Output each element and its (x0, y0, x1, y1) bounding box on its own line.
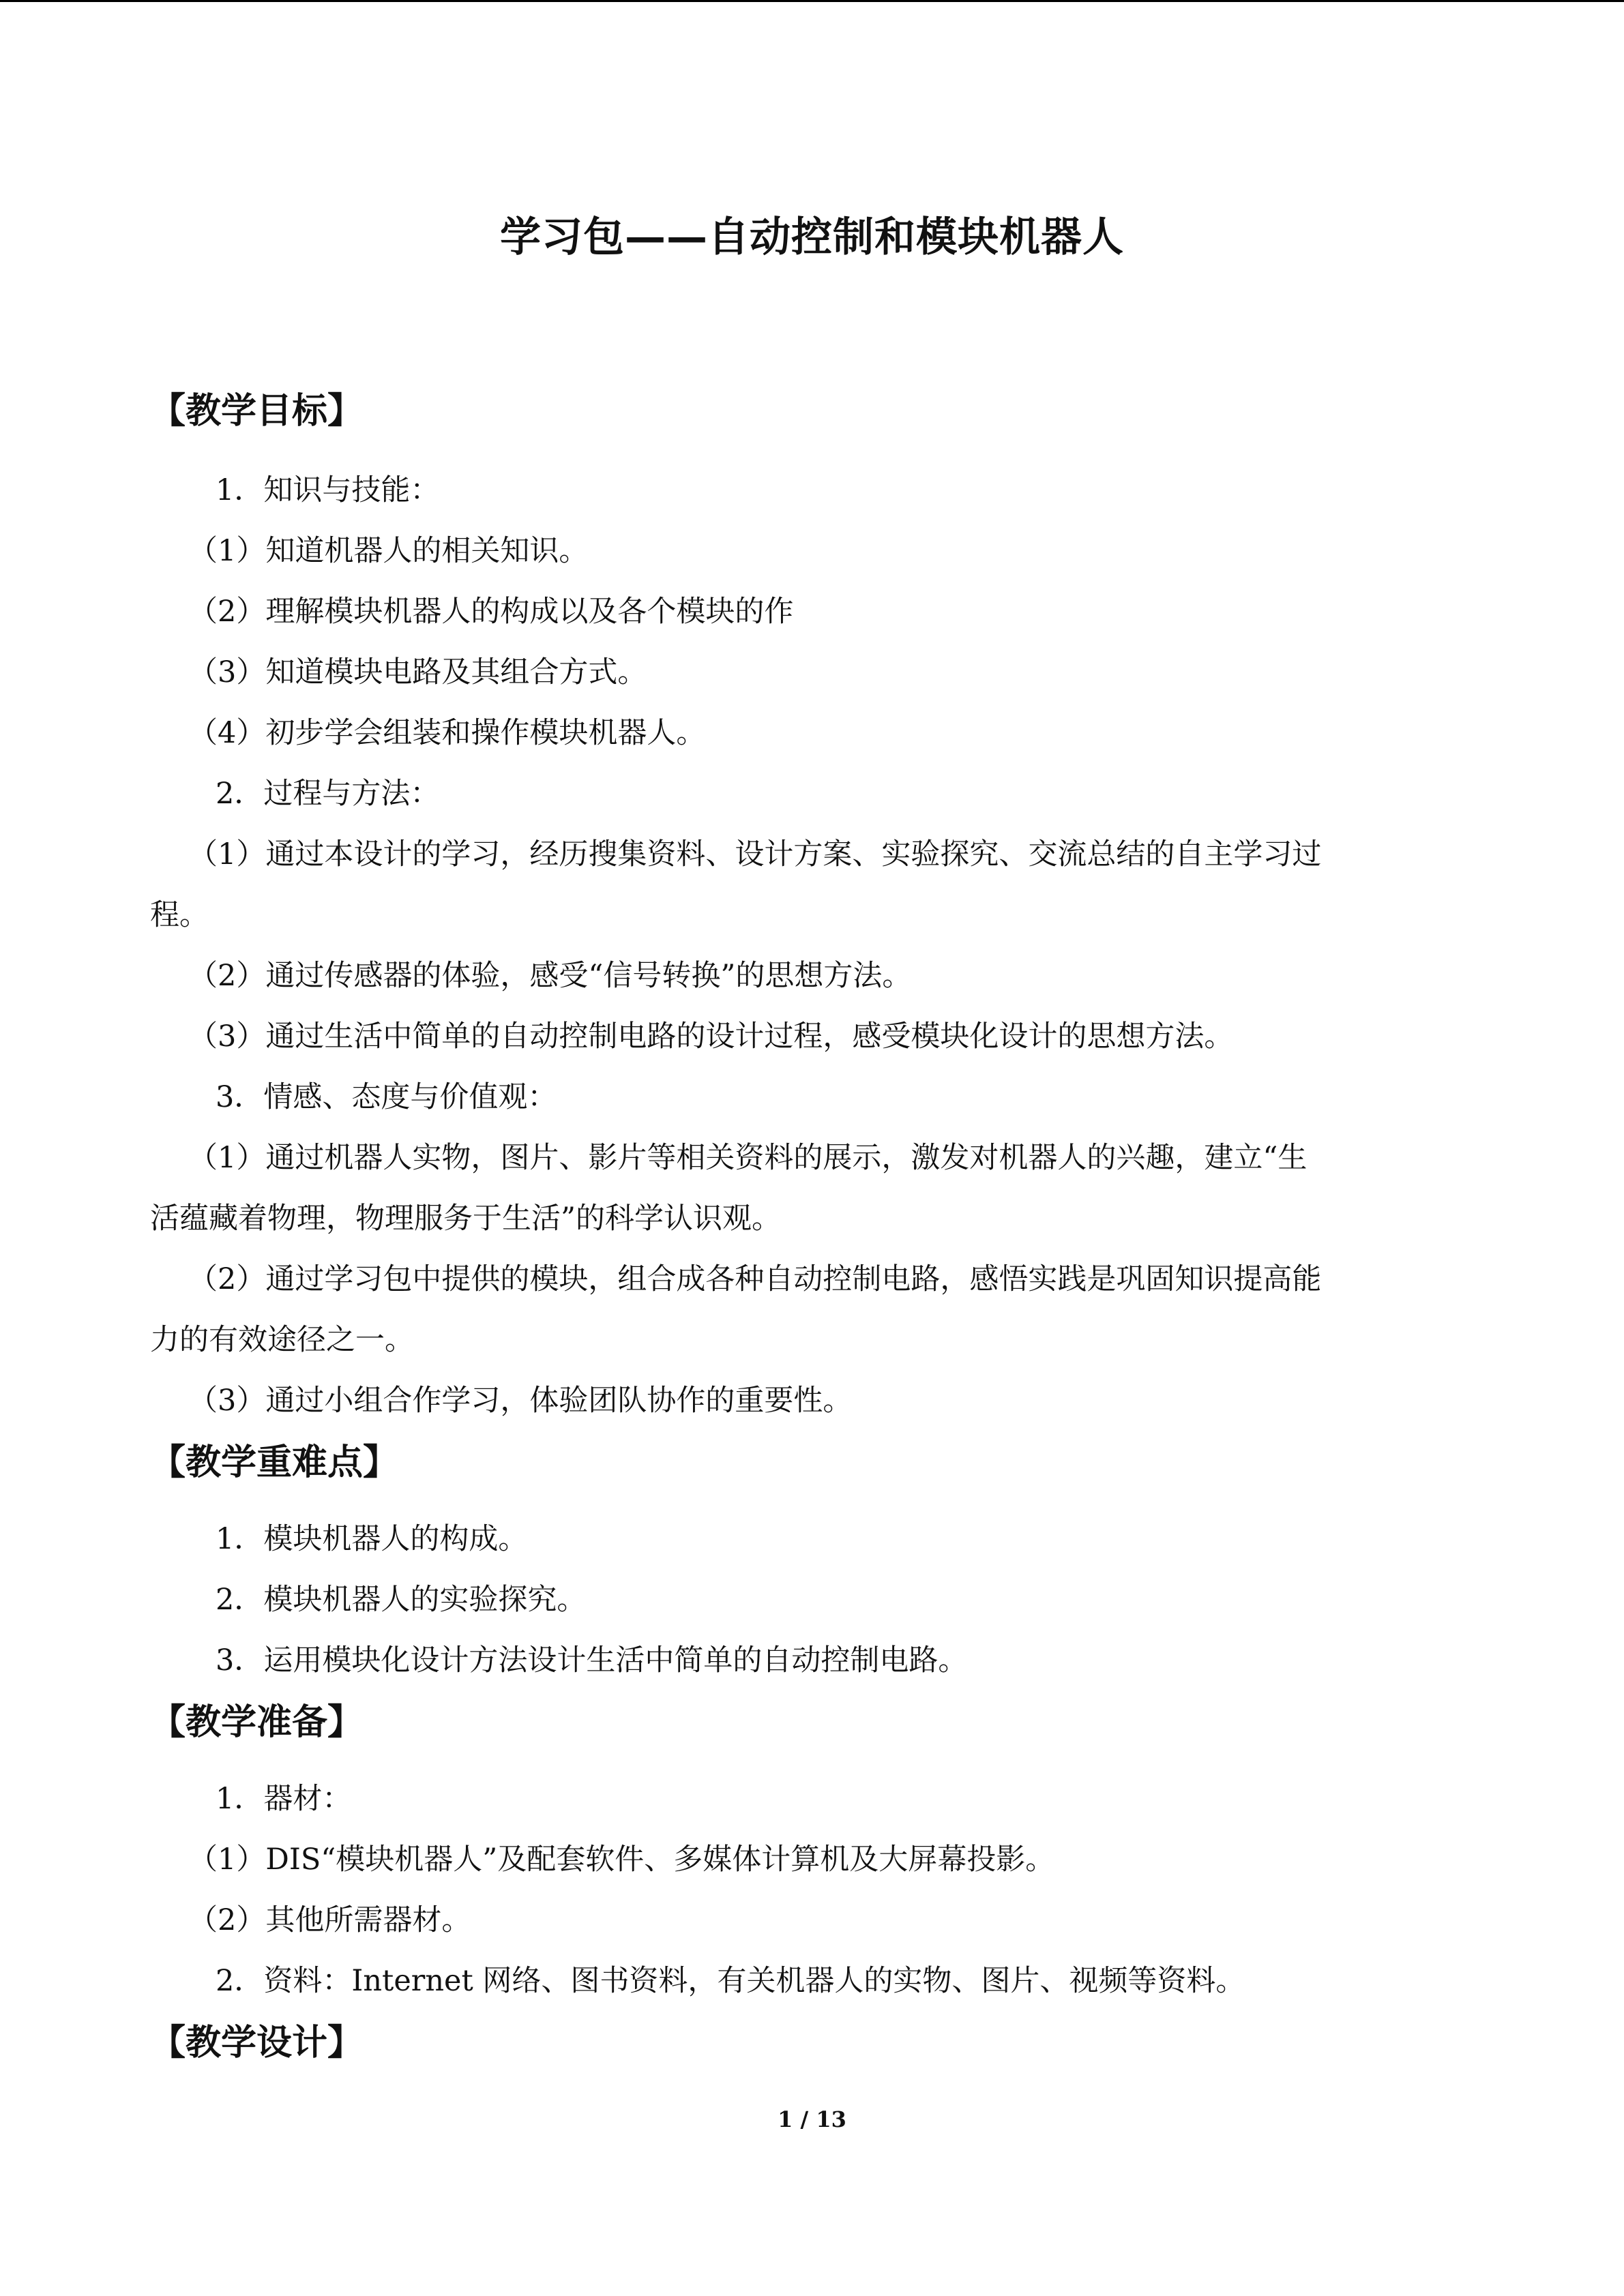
paragraph: （2）其他所需器材。 (188, 1903, 471, 1937)
paragraph: （4）初步学会组装和操作模块机器人。 (188, 716, 706, 750)
section-heading-preparation: 【教学准备】 (150, 1702, 364, 1743)
paragraph: 3．运用模块化设计方法设计生活中简单的自动控制电路。 (216, 1643, 968, 1678)
section-preparation (150, 1695, 1473, 2012)
paragraph: （3）通过小组合作学习，体验团队协作的重要性。 (188, 1384, 853, 1418)
paragraph: （1）DIS“模块机器人”及配套软件、多媒体计算机及大屏幕投影。 (188, 1843, 1055, 1877)
paragraph: （1）通过机器人实物，图片、影片等相关资料的展示，激发对机器人的兴趣，建立“生 (188, 1141, 1308, 1175)
paragraph: （3）知道模块电路及其组合方式。 (188, 655, 647, 689)
paragraph: 2．模块机器人的实验探究。 (216, 1583, 587, 1617)
paragraph: （3）通过生活中简单的自动控制电路的设计过程，感受模块化设计的思想方法。 (188, 1019, 1234, 1054)
section-design (150, 2016, 1473, 2070)
paragraph: （2）理解模块机器人的构成以及各个模块的作 (188, 595, 794, 629)
paragraph: （2）通过学习包中提供的模块，组合成各种自动控制电路，感悟实践是巩固知识提高能 (188, 1262, 1322, 1296)
section-key-points (150, 1435, 1473, 1691)
section-heading-goals: 【教学目标】 (150, 391, 364, 432)
section-teaching-goals (150, 384, 1473, 1431)
page-number: 1 / 13 (778, 2106, 846, 2132)
section-heading-design: 【教学设计】 (150, 2023, 364, 2063)
paragraph-continuation: 活蕴藏着物理，物理服务于生活”的科学认识观。 (150, 1202, 781, 1236)
paragraph: 1．知识与技能： (216, 473, 440, 507)
paragraph: 2．过程与方法： (216, 777, 440, 811)
paragraph: 1．器材： (216, 1782, 352, 1816)
document-body (150, 384, 1473, 2089)
paragraph: （1）通过本设计的学习，经历搜集资料、设计方案、实验探究、交流总结的自主学习过 (188, 837, 1322, 871)
paragraph-continuation: 程。 (150, 898, 209, 932)
document-title: 学习包——自动控制和模块机器人 (500, 213, 1124, 261)
paragraph-continuation: 力的有效途径之一。 (150, 1323, 414, 1357)
paragraph: （2）通过传感器的体验，感受“信号转换”的思想方法。 (188, 959, 912, 993)
paragraph: 3．情感、态度与价值观： (216, 1080, 557, 1114)
paragraph: （1）知道机器人的相关知识。 (188, 534, 589, 568)
paragraph: 2．资料：Internet 网络、图书资料，有关机器人的实物、图片、视频等资料。 (216, 1964, 1245, 1998)
section-heading-key-points: 【教学重难点】 (150, 1442, 399, 1483)
paragraph: 1．模块机器人的构成。 (216, 1522, 528, 1556)
